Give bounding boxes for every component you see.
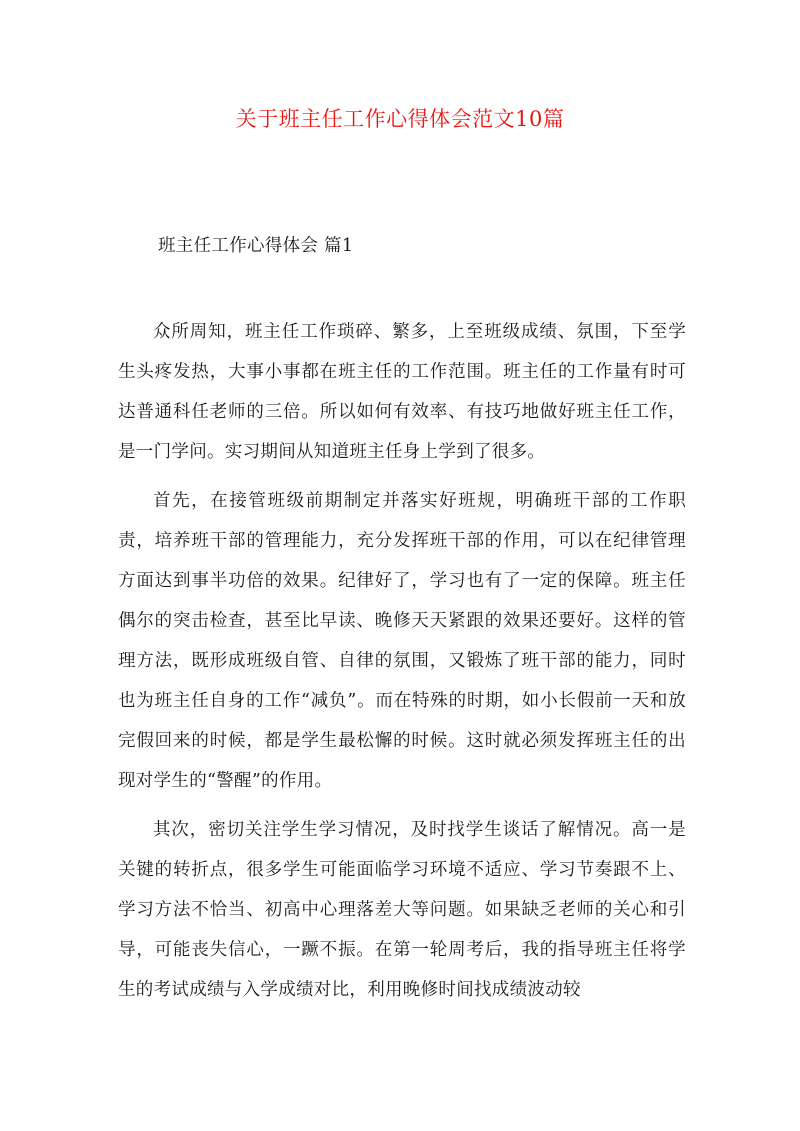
- paragraph-1: 众所周知，班主任工作琐碎、繁多，上至班级成绩、氛围，下至学生头疼发热，大事小事都在班主任的工作范围。班主任的工作量有时可达普通科任老师的三倍。所以如何有效率、有技巧地做好班主任工作，是一门学问。实习期间从知道班主任身上学到了很多。: [118, 322, 686, 462]
- section-heading: 班主任工作心得体会 篇1: [158, 236, 354, 256]
- paragraph-3: 其次，密切关注学生学习情况，及时找学生谈话了解情况。高一是关键的转折点，很多学生可能面临学习环境不适应、学习节奏跟不上、学习方法不恰当、初高中心理落差大等问题。如果缺乏老师的关心和引导，可能丧失信心，一蹶不振。在第一轮周考后，我的指导班主任将学生的考试成绩与入学成绩对比，利用晚修时间找成绩波动较: [118, 820, 686, 1000]
- paragraph-2: 首先，在接管班级前期制定并落实好班规，明确班干部的工作职责，培养班干部的管理能力，充分发挥班干部的作用，可以在纪律管理方面达到事半功倍的效果。纪律好了，学习也有了一定的保障。班主任偶尔的突击检查，甚至比早读、晚修天天紧跟的效果还要好。这样的管理方法，既形成班级自管、自律的氛围，又锻炼了班干部的能力，同时也为班主任自身的工作“减负”。而在特殊的时期，如小长假前一天和放完假回来的时候，都是学生最松懈的时候。这时就必须发挥班主任的出现对学生的“警醒”的作用。: [118, 491, 686, 791]
- body-text: [118, 312, 686, 1019]
- document-title: 关于班主任工作心得体会范文10篇: [235, 107, 565, 131]
